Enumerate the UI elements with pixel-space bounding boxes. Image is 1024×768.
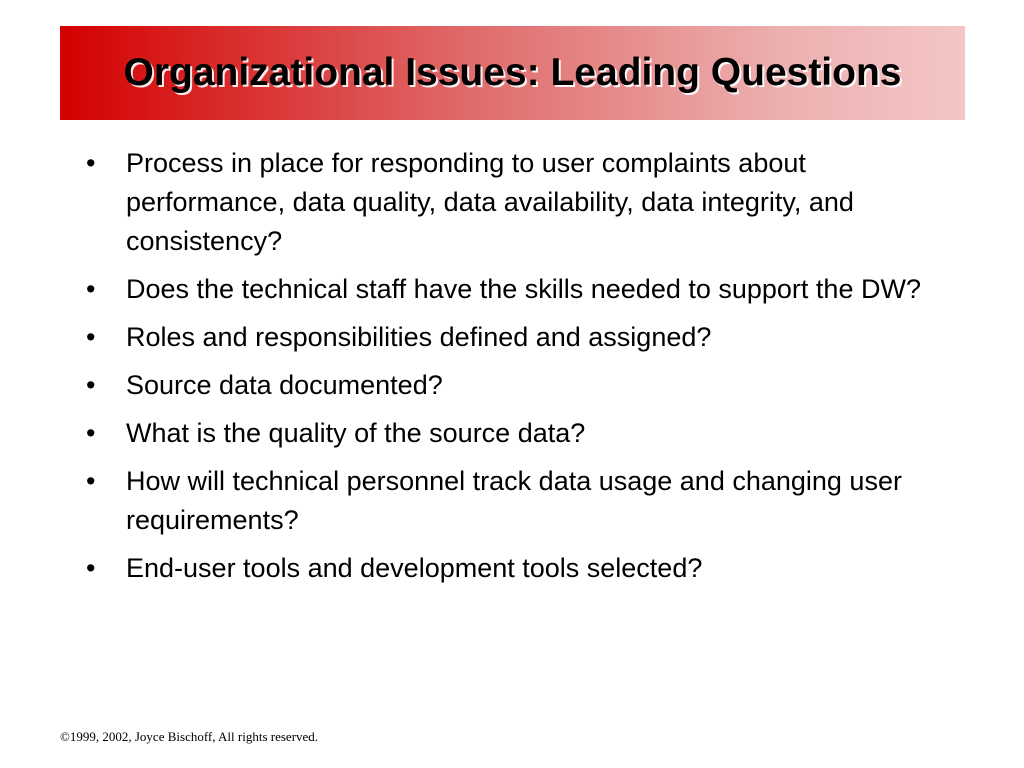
bullet-item	[86, 549, 926, 588]
bullet-icon: •	[86, 322, 96, 352]
bullet-text: How will technical personnel track data usage and changing user requirements?	[126, 466, 902, 535]
bullet-icon: •	[86, 418, 96, 448]
title-banner	[60, 26, 965, 120]
slide-title: Organizational Issues: Leading Questions	[123, 51, 902, 94]
bullet-text: Process in place for responding to user complaints about performance, data quality, data availability, data integrity, and consistency?	[126, 148, 854, 256]
bullet-item	[86, 144, 926, 261]
bullet-icon: •	[86, 148, 96, 178]
bullet-text: What is the quality of the source data?	[126, 418, 586, 448]
bullet-text: Does the technical staff have the skills needed to support the DW?	[126, 274, 921, 304]
bullet-icon: •	[86, 466, 96, 496]
bullet-item	[86, 366, 926, 405]
bullet-text: End-user tools and development tools selected?	[126, 553, 703, 583]
bullet-text: Source data documented?	[126, 370, 443, 400]
bullet-item	[86, 270, 926, 309]
bullet-text: Roles and responsibilities defined and assigned?	[126, 322, 712, 352]
bullet-list	[86, 144, 926, 597]
bullet-icon: •	[86, 370, 96, 400]
bullet-icon: •	[86, 274, 96, 304]
bullet-item	[86, 414, 926, 453]
bullet-item	[86, 462, 926, 540]
copyright-footer: ©1999, 2002, Joyce Bischoff, All rights reserved.	[60, 729, 319, 744]
bullet-item	[86, 318, 926, 357]
bullet-icon: •	[86, 553, 96, 583]
